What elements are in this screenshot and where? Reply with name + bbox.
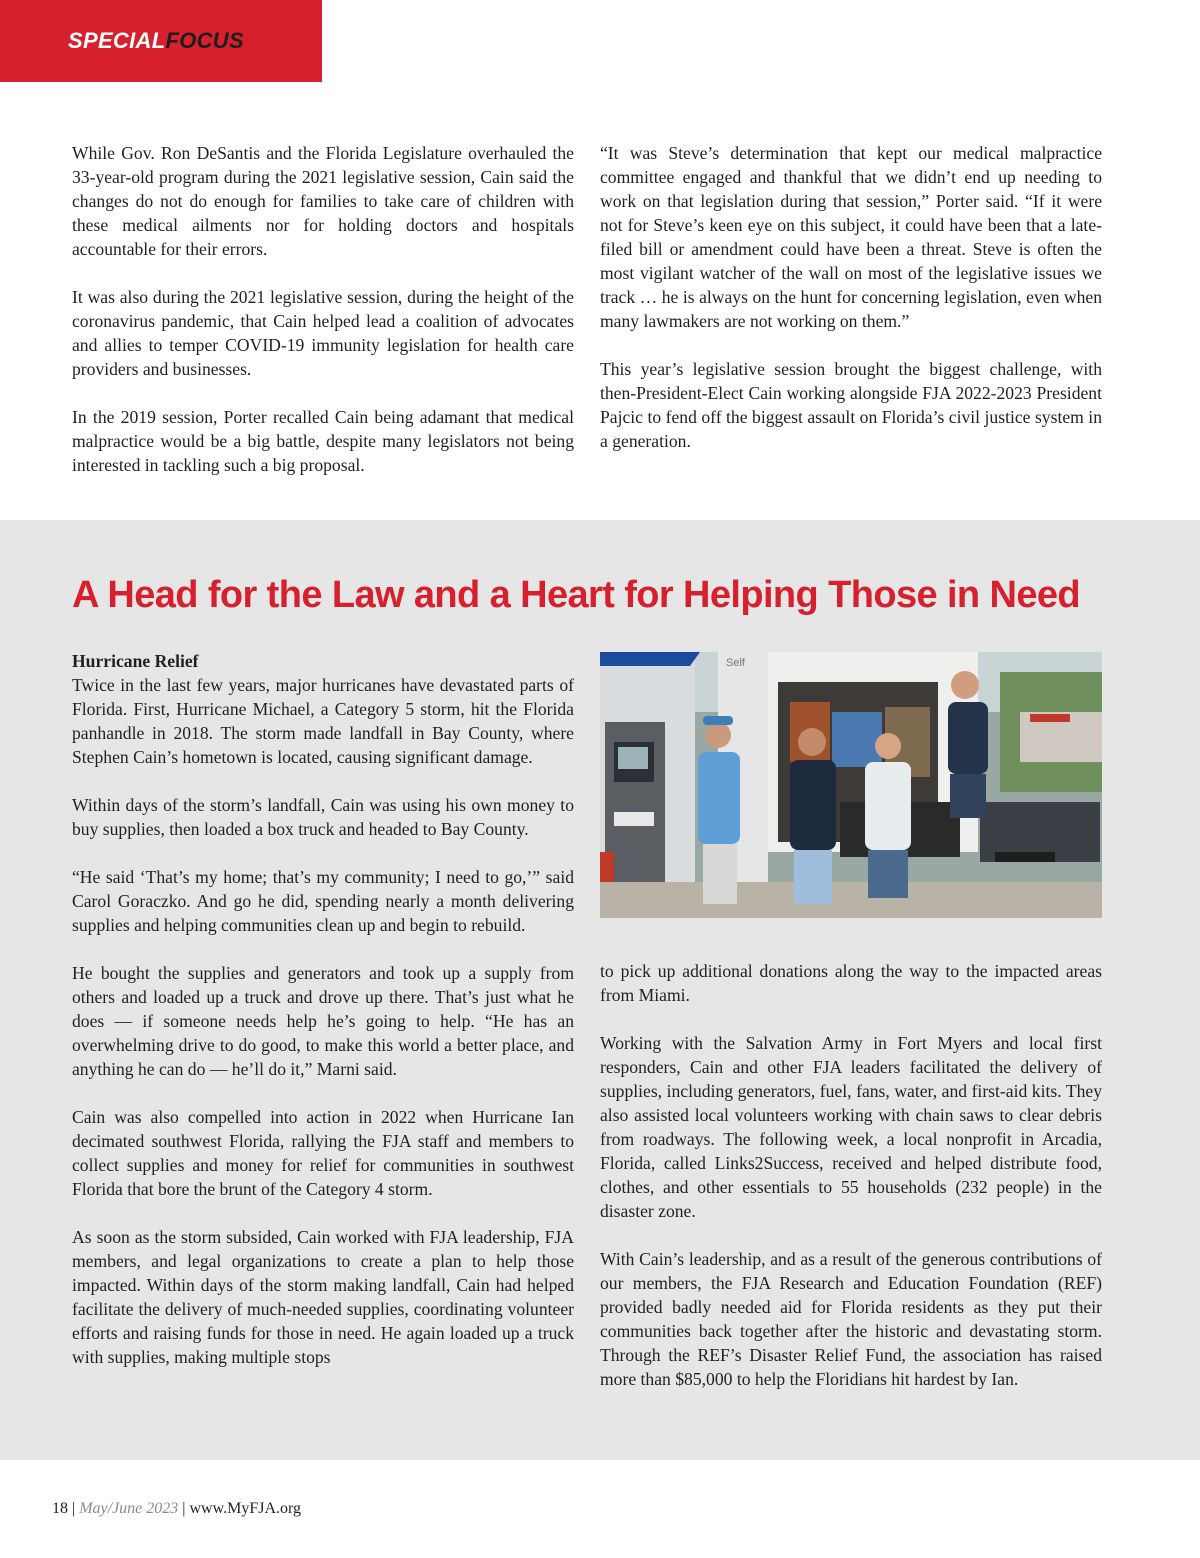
body-paragraph: With Cain’s leadership, and as a result of the generous contributions of our members, the FJA Research and Education Foundation (REF) provided badly needed aid for Florida residents as they put their communities back together after the historic and devastating storm. Through the REF’s Disaster Relief Fund, the association has raised more than $85,000 to help the Floridians hit hardest by Ian.	[600, 1249, 1102, 1389]
issue-date: May/June 2023	[79, 1500, 179, 1517]
body-paragraph: While Gov. Ron DeSantis and the Florida Legislature overhauled the 33-year-old program during the 2021 legislative session, Cain said the changes do not do enough for families to take care of children with these medical ailments nor for holding doctors and hospitals accountable for their errors.	[72, 143, 574, 259]
section-tab	[0, 0, 322, 82]
feature-right-column	[600, 959, 1102, 1391]
footer-separator: |	[72, 1500, 76, 1517]
body-paragraph: Cain was also compelled into action in 2022 when Hurricane Ian decimated southwest Florida, rallying the FJA staff and members to collect supplies and money for relief for communities in southwest Florida that bore the brunt of the Category 4 storm.	[72, 1107, 574, 1199]
body-paragraph: It was also during the 2021 legislative session, during the height of the coronavirus pandemic, that Cain helped lead a coalition of advocates and allies to temper COVID-19 immunity legislation for health care providers and businesses.	[72, 287, 574, 379]
body-paragraph: Within days of the storm’s landfall, Cain was using his own money to buy supplies, then loaded a box truck and headed to Bay County.	[72, 795, 574, 839]
top-right-column	[600, 141, 1102, 453]
body-paragraph: This year’s legislative session brought the biggest challenge, with then-President-Elect Cain working alongside FJA 2022-2023 President Pajcic to fend off the biggest assault on Florida’s civil justice system in a generation.	[600, 359, 1102, 451]
body-paragraph: As soon as the storm subsided, Cain worked with FJA leadership, FJA members, and legal organizations to create a plan to help those impacted. Within days of the storm making landfall, Cain had helped facilitate the delivery of much-needed supplies, coordinating volunteer efforts and raising funds for those in need. He again loaded up a truck with supplies, making multiple stops	[72, 1227, 574, 1367]
footer-separator: |	[182, 1500, 186, 1517]
body-paragraph	[72, 649, 574, 769]
section-label-focus: FOCUS	[165, 28, 244, 53]
feature-headline: A Head for the Law and a Heart for Helping Those in Need	[72, 574, 1081, 616]
body-paragraph: He bought the supplies and generators and took up a supply from others and loaded up a truck and drove up there. That’s just what he does — if someone needs help he’s going to help. “He has an overwhelming drive to do good, to make this world a better place, and anything he can do — he’ll do it,” Marni said.	[72, 963, 574, 1079]
top-left-column	[72, 141, 574, 477]
website-link[interactable]: www.MyFJA.org	[189, 1500, 302, 1517]
page-footer	[52, 1500, 301, 1518]
section-label	[68, 28, 244, 54]
body-paragraph: Working with the Salvation Army in Fort Myers and local first responders, Cain and other FJA leaders facilitated the delivery of supplies, including generators, fuel, fans, water, and first-aid kits. They also assisted local volunteers working with chain saws to clear debris from roadways. The following week, a local nonprofit in Arcadia, Florida, called Links2Success, received and helped distribute food, clothes, and other essentials to 55 households (232 people) in the disaster zone.	[600, 1033, 1102, 1221]
feature-left-column	[72, 649, 574, 1369]
subheading-hurricane-relief: Hurricane Relief	[72, 651, 199, 671]
photo-illustration	[600, 652, 1102, 918]
body-paragraph: In the 2019 session, Porter recalled Cain being adamant that medical malpractice would be a big battle, despite many legislators not being interested in tackling such a big proposal.	[72, 407, 574, 475]
hurricane-relief-photo	[600, 652, 1102, 918]
body-paragraph: “He said ‘That’s my home; that’s my community; I need to go,’” said Carol Goraczko. And go he did, spending nearly a month delivering supplies and helping communities clean up and begin to rebuild.	[72, 867, 574, 935]
body-paragraph: to pick up additional donations along the way to the impacted areas from Miami.	[600, 961, 1102, 1005]
section-label-special: SPECIAL	[68, 28, 166, 53]
body-paragraph: “It was Steve’s determination that kept our medical malpractice committee engaged and thankful that we didn’t end up needing to work on that legislation during that session,” Porter said. “If it were not for Steve’s keen eye on this subject, it could have been that a late-filed bill or amendment could have been a threat. Steve is often the most vigilant watcher of the wall on most of the legislative issues we track … he is always on the hunt for concerning legislation, even when many lawmakers are not working on them.”	[600, 143, 1102, 331]
body-paragraph-text: Twice in the last few years, major hurricanes have devastated parts of Florida. First, Hurricane Michael, a Category 5 storm, hit the Florida panhandle in 2018. The storm made landfall in Bay County, where Stephen Cain’s hometown is located, causing significant damage.	[72, 675, 574, 767]
page-number: 18	[52, 1500, 68, 1517]
sign-text: Self	[726, 657, 745, 669]
